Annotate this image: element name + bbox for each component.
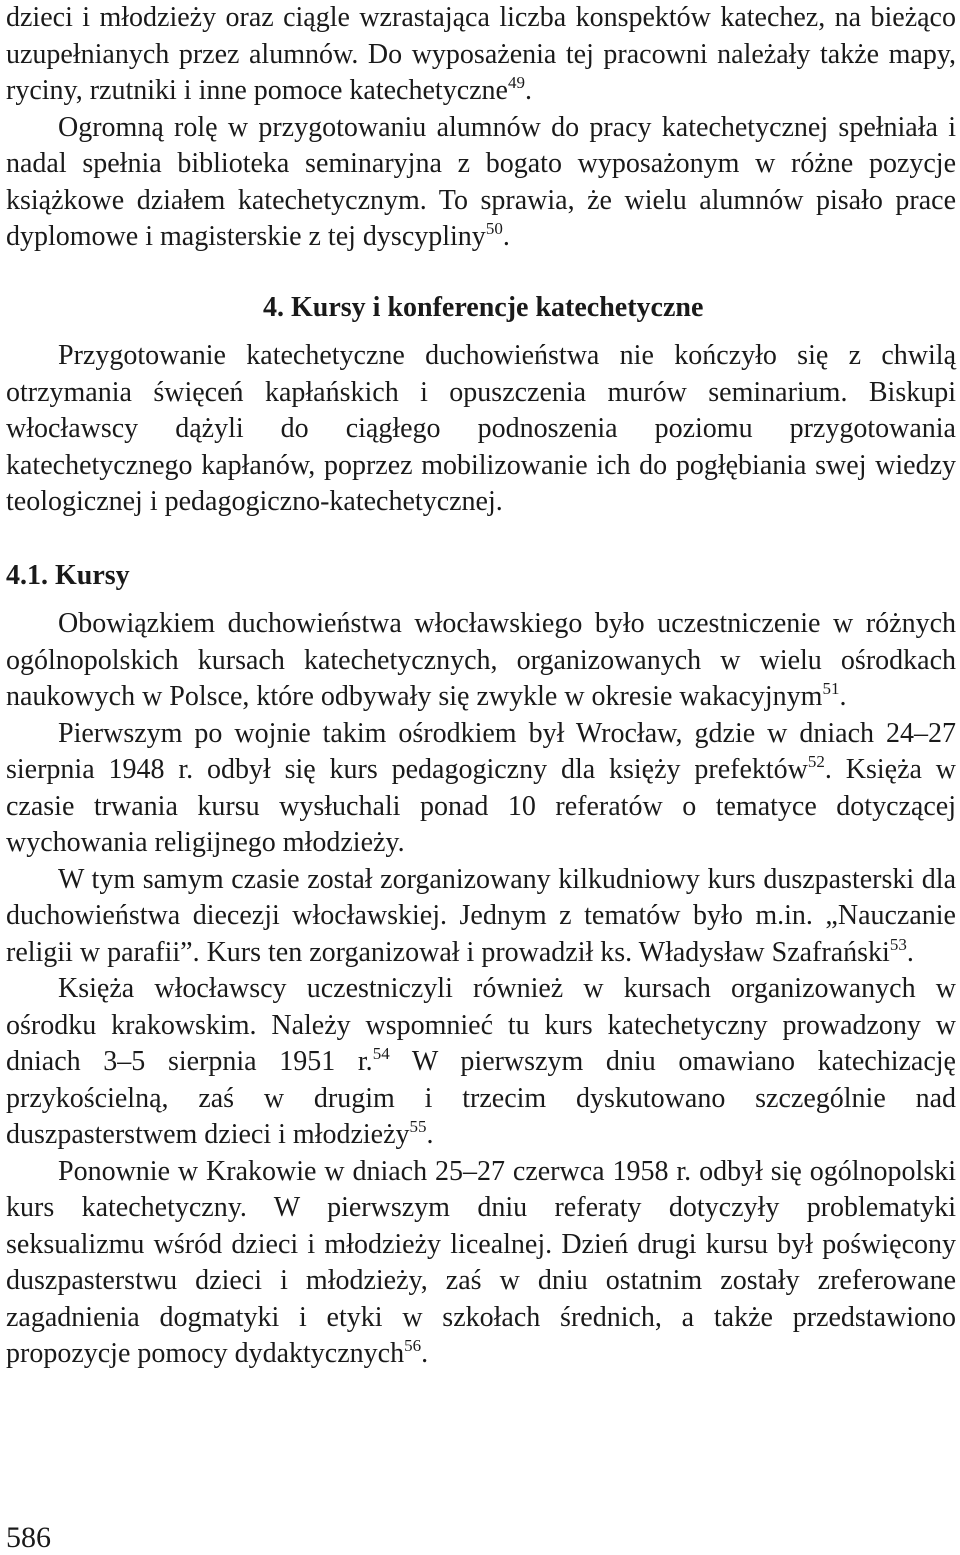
footnote-ref[interactable]: 52 (807, 752, 825, 771)
paragraph-pastoral-course: W tym samym czasie został zorganizowany kilkudniowy kurs duszpasterski dla duchowieństwa diecezji włocławskiej. Jednym z tematów było m.in. „Nauczanie religii w parafii”. Kurs ten zorganizował i prowadził ks. Władysław Szafrański$^{53}$. (6, 863, 956, 968)
paragraph-library: Ogromną rolę w przygotowaniu alumnów do pracy katechetycznej spełniała i nadal spełnia biblioteka seminaryjna z bogato wyposażonym w różne pozycje książkowe działem katechetycznym. To sprawia, że wielu alumnów pisało prace dyplomowe i magisterskie z tej dyscypliny$^{50}$. (6, 111, 956, 252)
paragraph-krakow-1958: Ponownie w Krakowie w dniach 25–27 czerwca 1958 r. odbył się ogólnopolski kurs katechetyczny. W pierwszym dniu referaty dotyczyły problematyki seksualizmu wśród dzieci i młodzieży licealnej. Dzień drugi kursu był poświęcony duszpasterstwu dzieci i młodzieży, zaś w dniu ostatnim zostały zreferowane zagadnienia dogmatyki i etyki w szkołach średnich, a także przedstawiono propozycje pomocy dydaktycznych$^{56}$. (6, 1155, 956, 1369)
text-block-section-4-1 (6, 606, 956, 1373)
section-heading-4: 4. Kursy i konferencje katechetyczne (263, 292, 704, 323)
paragraph-wroclaw: Pierwszym po wojnie takim ośrodkiem był Wrocław, gdzie w dniach 24–27 sierpnia 1948 r. odbył się kurs pedagogiczny dla księży prefektów$^{52}$. Księża w czasie trwania kursu wysłuchali ponad 10 referatów o tematyce dotyczącej wychowania religijnego młodzieży. (6, 717, 957, 858)
text-block-section-4 (6, 338, 956, 521)
footnote-ref[interactable]: 50 (485, 219, 503, 238)
footnote-ref[interactable]: 53 (889, 934, 907, 954)
paragraph-continued: dzieci i młodzieży oraz ciągle wzrastająca liczba konspektów katechez, na bieżąco uzupełnianych przez alumnów. Do wyposażenia tej pracowni należały także mapy, ryciny, rzutniki i inne pomoce katechetyczne$^{49}$. (6, 2, 956, 106)
footnote-ref[interactable]: 55 (409, 1117, 427, 1136)
section-heading-4-1: 4.1. Kursy (6, 560, 130, 591)
text-block-intro (6, 0, 956, 256)
page-number: 586 (6, 1521, 51, 1554)
paragraph-obligation: Obowiązkiem duchowieństwa włocławskiego było uczestniczenie w różnych ogólnopolskich kursach katechetycznych, organizowanych w wielu ośrodkach naukowych w Polsce, które odbywały się zwykle w okresie wakacyjnym$^{51}$. (6, 608, 956, 712)
paragraph-krakow: Księża włocławscy uczestniczyli również w kursach organizowanych w ośrodku krakowskim. Należy wspomnieć tu kurs katechetyczny prowadzony w dniach 3–5 sierpnia 1951 r.$^{54}$ W pierwszym dniu omawiano katechizację przykościelną, zaś w drugim i trzecim dyskutowano szczególnie nad duszpasterstwem dzieci i młodzieży$^{55}$. (6, 973, 956, 1150)
footnote-ref[interactable]: 54 (372, 1044, 390, 1063)
paragraph-preparation: Przygotowanie katechetyczne duchowieństwa nie kończyło się z chwilą otrzymania święceń kapłańskich i opuszczenia murów seminarium. Biskupi włocławscy dążyli do ciągłego podnoszenia poziomu przygotowania katechetycznego kapłanów, poprzez mobilizowanie ich do pogłębiania swej wiedzy teologicznej i pedagogiczno-katechetycznej. (6, 340, 956, 517)
footnote-ref[interactable]: 51 (822, 679, 840, 698)
footnote-ref[interactable]: 56 (404, 1336, 422, 1355)
footnote-ref[interactable]: 49 (507, 73, 525, 92)
